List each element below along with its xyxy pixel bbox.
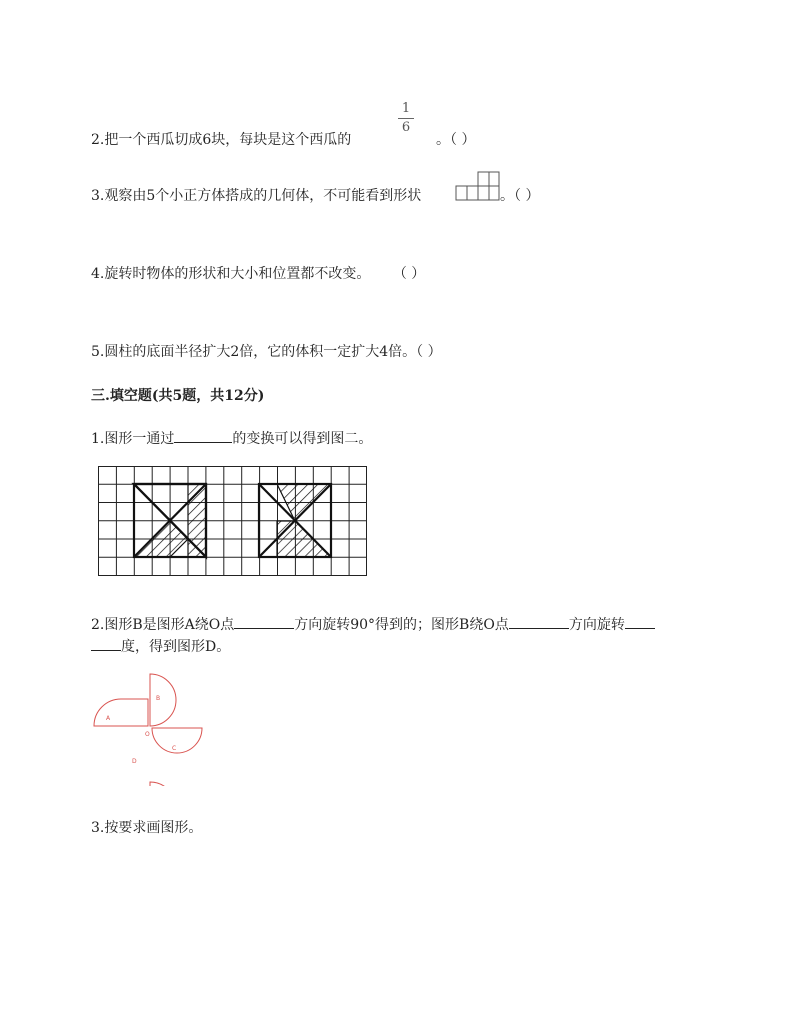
question-3-answer <box>500 186 539 206</box>
section-heading <box>91 386 264 406</box>
semicircle-d <box>150 782 176 786</box>
fill-2-blank-3a[interactable] <box>625 614 655 629</box>
fill-question-2 <box>91 614 655 635</box>
fill-1-blank[interactable] <box>174 428 232 443</box>
fill-1-before: 1.图形一通过 <box>91 431 175 447</box>
question-2-paren: 。（ ） <box>436 132 476 148</box>
label-d: D <box>132 758 137 765</box>
question-2-text: 2.把一个西瓜切成6块，每块是这个西瓜的 <box>91 132 352 148</box>
fill-3-text: 3.按要求画图形。 <box>91 820 203 836</box>
fraction-bar <box>398 118 414 119</box>
fill-1-after: 的变换可以得到图二。 <box>232 431 373 447</box>
fill-2-blank-2[interactable] <box>509 614 569 629</box>
question-3-text: 3.观察由5个小正方体搭成的几何体，不可能看到形状 <box>91 188 422 204</box>
pinwheel-figure <box>90 670 210 786</box>
semicircle-c <box>152 728 202 753</box>
grid-lines <box>98 466 367 576</box>
grid-figure <box>98 466 368 578</box>
label-b: B <box>156 695 161 702</box>
semicircle-a <box>94 699 148 726</box>
shape-view-icon <box>455 170 501 202</box>
fill-question-3 <box>91 818 202 838</box>
question-2-answer <box>436 130 475 150</box>
question-2 <box>91 130 351 150</box>
fill-2-part-3: 方向旋转 <box>568 617 625 633</box>
fill-2-part-4: 度，得到图形D。 <box>121 639 231 655</box>
question-4-text: 4.旋转时物体的形状和大小和位置都不改变。 <box>91 266 371 282</box>
fraction-numerator: 1 <box>401 101 411 116</box>
fill-2-blank-3b[interactable] <box>91 636 121 651</box>
fill-question-1 <box>91 428 372 449</box>
question-4 <box>91 264 425 284</box>
fill-question-2-cont <box>91 636 230 657</box>
question-3-paren: 。（ ） <box>500 188 540 204</box>
semicircle-b <box>150 674 176 726</box>
question-5 <box>91 342 442 362</box>
question-4-paren: （ ） <box>392 266 426 282</box>
fill-2-blank-1[interactable] <box>234 614 294 629</box>
fraction-one-sixth <box>398 102 414 135</box>
question-3 <box>91 186 421 206</box>
question-5-text: 5.圆柱的底面半径扩大2倍，它的体积一定扩大4倍。（ ） <box>91 344 442 360</box>
label-o: O <box>145 731 150 738</box>
label-a: A <box>106 715 111 722</box>
fill-2-part-1: 2.图形B是图形A绕O点 <box>91 617 235 633</box>
fill-2-part-2: 方向旋转90°得到的；图形B绕O点 <box>294 617 509 633</box>
section-title: 三.填空题(共5题，共12分) <box>91 388 265 404</box>
fraction-denominator: 6 <box>401 120 411 135</box>
label-c: C <box>172 745 177 752</box>
